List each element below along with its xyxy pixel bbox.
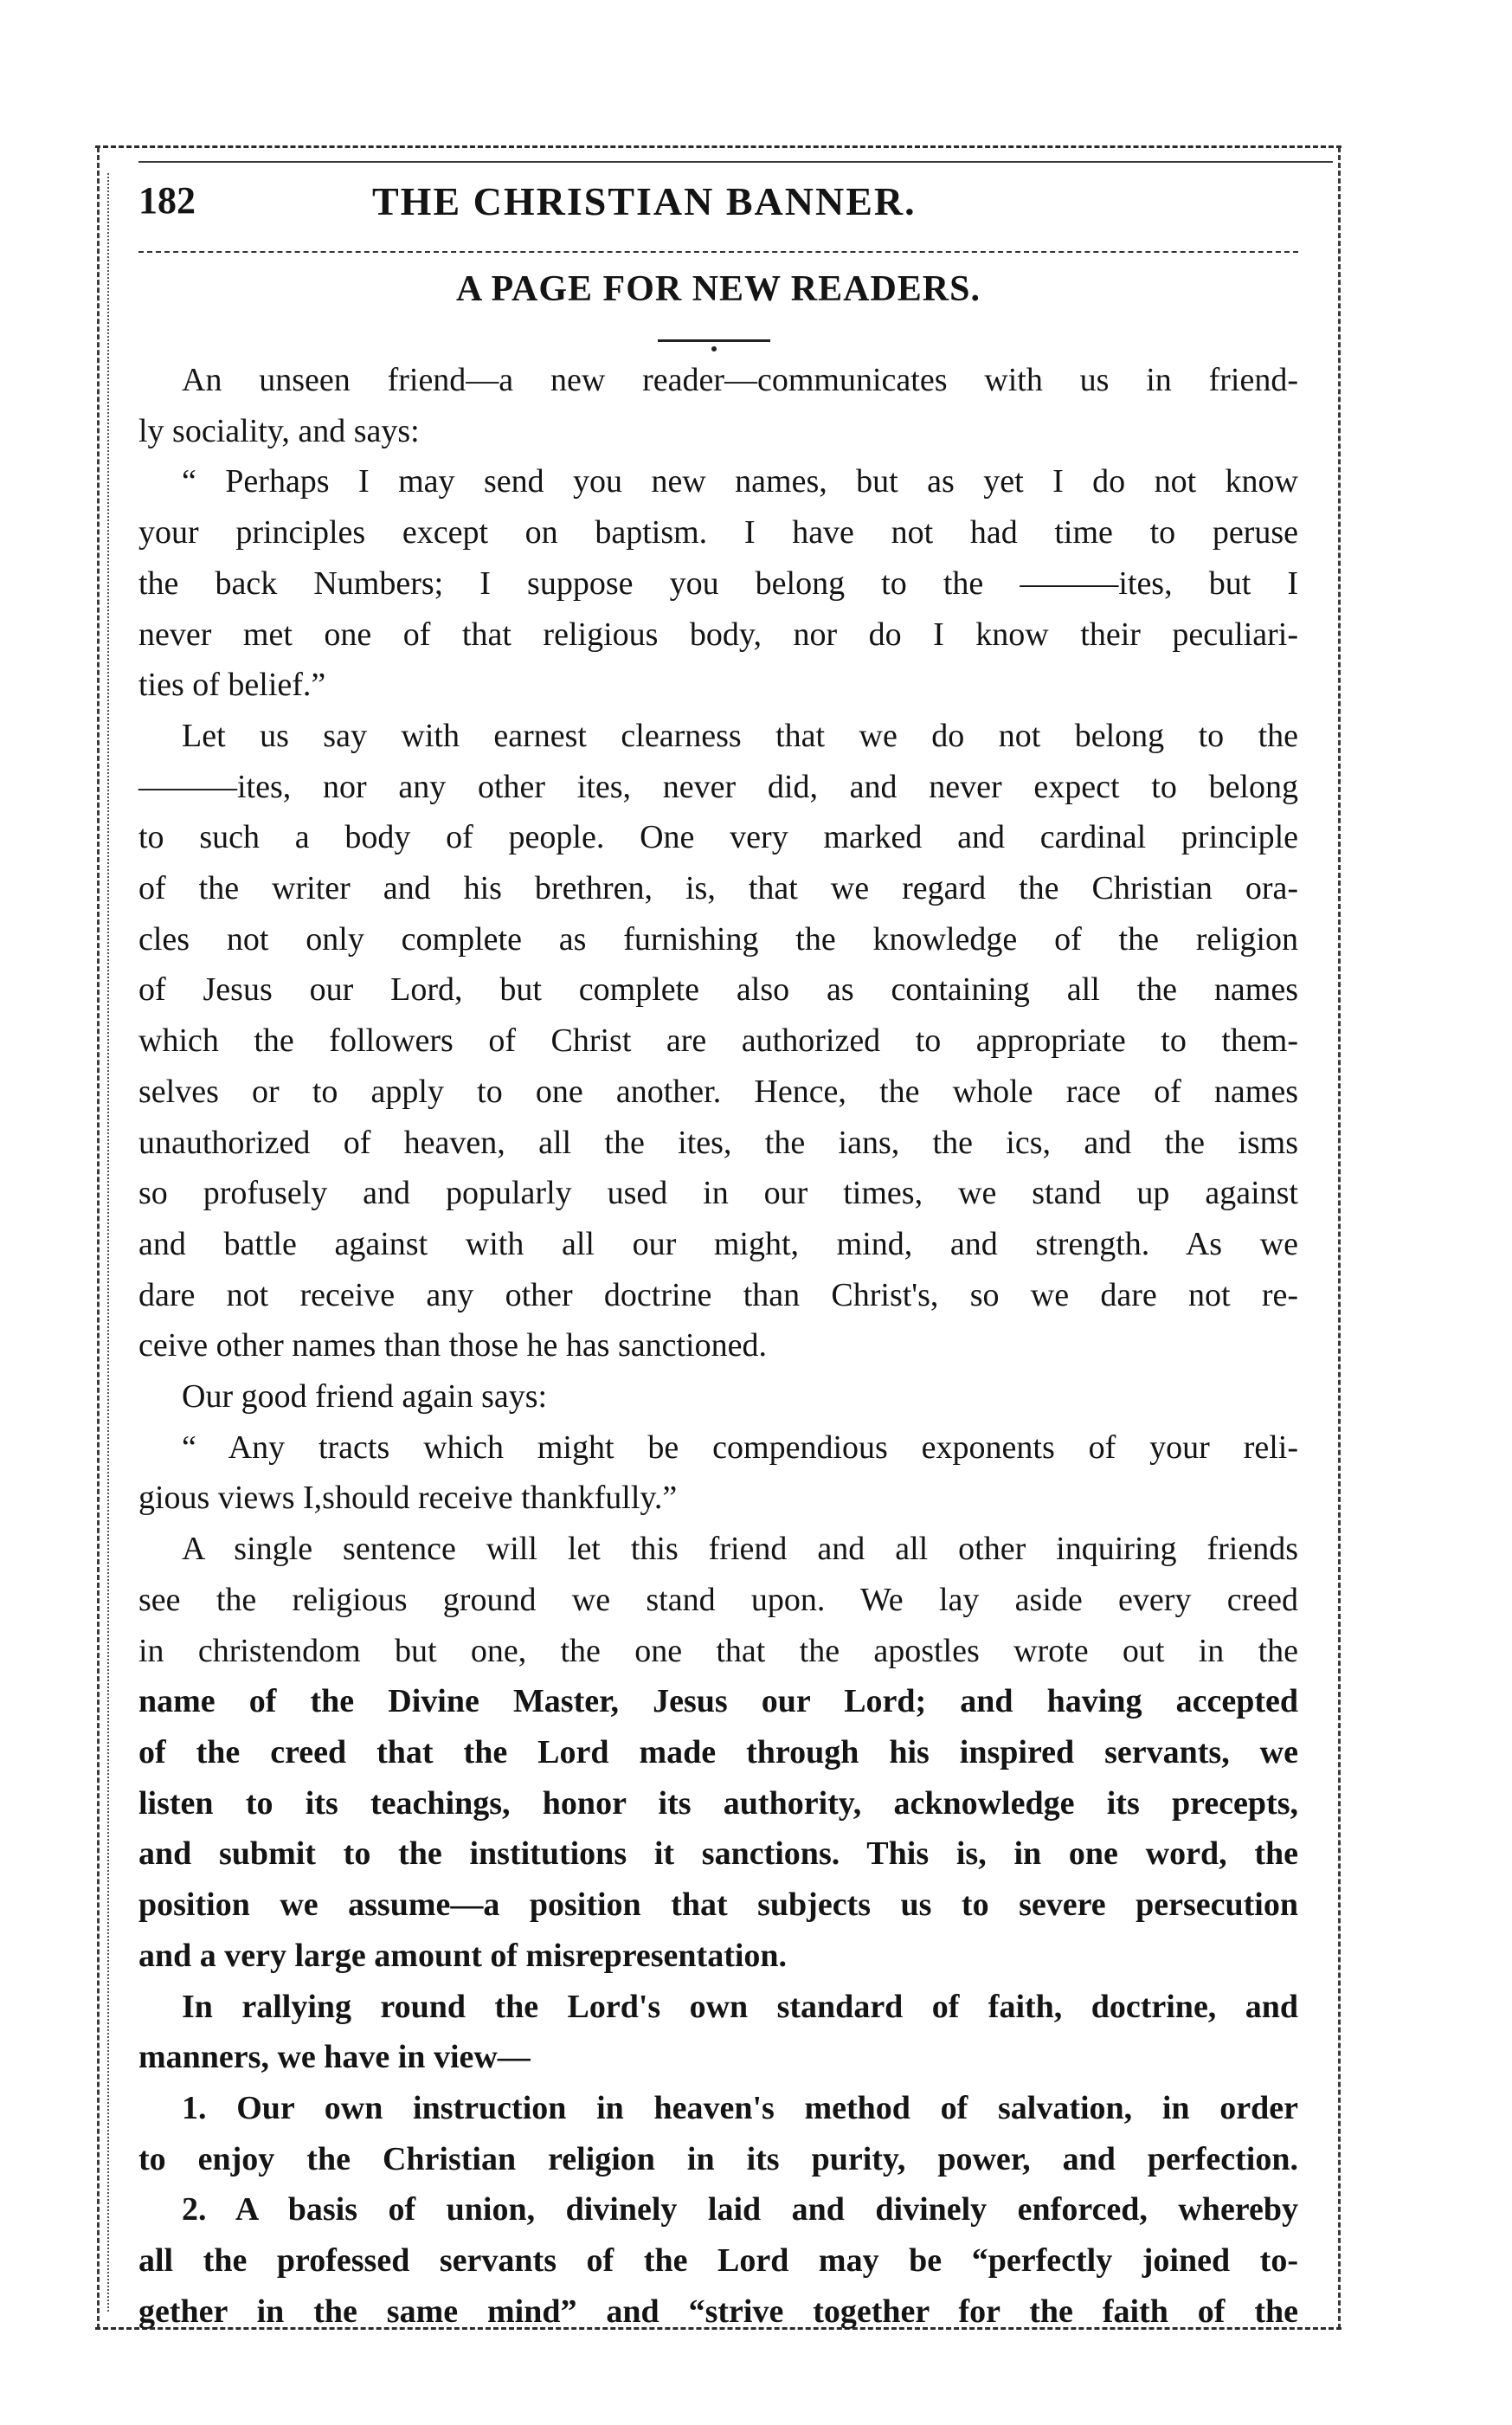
- text-line: gious views I,should receive thankfully.”: [138, 1480, 678, 1517]
- text-line: “ Perhaps I may send you new names, but as yet I do not know: [182, 463, 1298, 500]
- text-line: Let us say with earnest clearness that we do not belong to the: [182, 717, 1298, 754]
- text-line: ceive other names than those he has sanctioned.: [138, 1327, 767, 1364]
- text-line: the back Numbers; I suppose you belong to the ———ites, but I: [138, 564, 1298, 602]
- paragraph-creed: [138, 1524, 1298, 1981]
- text-line: of the writer and his brethren, is, that we regard the Christian ora-: [138, 870, 1298, 907]
- running-head: THE CHRISTIAN BANNER.: [372, 179, 917, 223]
- text-line: and a very large amount of misrepresentation.: [138, 1937, 788, 1974]
- text-line: of the creed that the Lord made through his inspired servants, we: [138, 1733, 1298, 1770]
- frame-left-inner-rule: [107, 173, 109, 2312]
- text-line: so profusely and popularly used in our times, we stand up against: [138, 1175, 1298, 1212]
- text-line: never met one of that religious body, nor do I know their peculiari-: [138, 616, 1298, 653]
- text-line: An unseen friend—a new reader—communicates with us in friend-: [182, 362, 1298, 398]
- text-line: 1. Our own instruction in heaven's method of salvation, in order: [182, 2089, 1298, 2126]
- text-line: dare not receive any other doctrine than Christ's, so we dare not re-: [138, 1276, 1298, 1313]
- text-line: A single sentence will let this friend and all other inquiring friends: [182, 1531, 1298, 1568]
- text-line: all the professed servants of the Lord may be “perfectly joined to-: [138, 2242, 1298, 2280]
- text-line: and submit to the institutions it sanctions. This is, in one word, the: [138, 1835, 1298, 1873]
- text-line: unauthorized of heaven, all the ites, the ians, the ics, and the isms: [138, 1124, 1298, 1161]
- text-line: name of the Divine Master, Jesus our Lord; and having accepted: [138, 1683, 1298, 1720]
- text-line: of Jesus our Lord, but complete also as containing all the names: [138, 971, 1298, 1009]
- text-line: manners, we have in view—: [138, 2039, 531, 2076]
- text-line: 2. A basis of union, divinely laid and divinely enforced, whereby: [182, 2191, 1298, 2228]
- text-line: ———ites, nor any other ites, never did, and never expect to belong: [138, 768, 1298, 805]
- page-header: [138, 173, 1298, 242]
- text-line: gether in the same mind” and “strive together for the faith of the: [138, 2293, 1298, 2330]
- text-line: in christendom but one, the one that the apostles wrote out in the: [138, 1632, 1298, 1669]
- paragraph-friend-says: [138, 1371, 1298, 1422]
- text-line: selves or to apply to one another. Hence, the whole race of names: [138, 1073, 1298, 1110]
- page-number: 182: [138, 179, 196, 222]
- frame-right-rule: [1338, 147, 1341, 2329]
- text-line: position we assume—a position that subjects us to severe persecution: [138, 1886, 1298, 1924]
- title-underline: [658, 339, 770, 342]
- text-line: cles not only complete as furnishing the knowledge of the religion: [138, 920, 1298, 958]
- frame-left-rule: [97, 147, 100, 2329]
- text-line: ly sociality, and says:: [138, 412, 420, 449]
- paragraph-intro: [138, 355, 1298, 456]
- text-line: and battle against with all our might, mind, and strength. As we: [138, 1225, 1298, 1262]
- paragraph-tracts-quote: [138, 1422, 1298, 1524]
- text-line: see the religious ground we stand upon. We lay aside every creed: [138, 1581, 1298, 1618]
- section-title: A PAGE FOR NEW READERS.: [455, 269, 981, 309]
- text-line: “ Any tracts which might be compendious exponents of your reli-: [182, 1429, 1298, 1466]
- paragraph-reader-quote: [138, 456, 1298, 711]
- text-line: listen to its teachings, honor its authority, acknowledge its precepts,: [138, 1784, 1298, 1822]
- text-line: to such a body of people. One very marked and cardinal principle: [138, 819, 1298, 856]
- text-line: to enjoy the Christian religion in its purity, power, and perfection.: [138, 2140, 1298, 2177]
- frame-top-inner-rule: [138, 161, 1333, 163]
- text-line: which the followers of Christ are authorized to appropriate to them-: [138, 1022, 1298, 1060]
- article-body: [138, 355, 1298, 2337]
- paragraph-point-2: [138, 2184, 1298, 2337]
- paragraph-rallying: [138, 1982, 1298, 2083]
- text-line: ties of belief.”: [138, 667, 326, 704]
- text-line: your principles except on baptism. I have not had time to peruse: [138, 514, 1298, 551]
- paragraph-point-1: [138, 2083, 1298, 2184]
- paragraph-response: [138, 711, 1298, 1371]
- title-ornament-dot: [711, 346, 717, 351]
- text-line: In rallying round the Lord's own standard of faith, doctrine, and: [182, 1988, 1298, 2025]
- text-line: Our good friend again says:: [182, 1378, 548, 1416]
- header-divider: [138, 251, 1298, 253]
- frame-top-rule: [95, 145, 1341, 148]
